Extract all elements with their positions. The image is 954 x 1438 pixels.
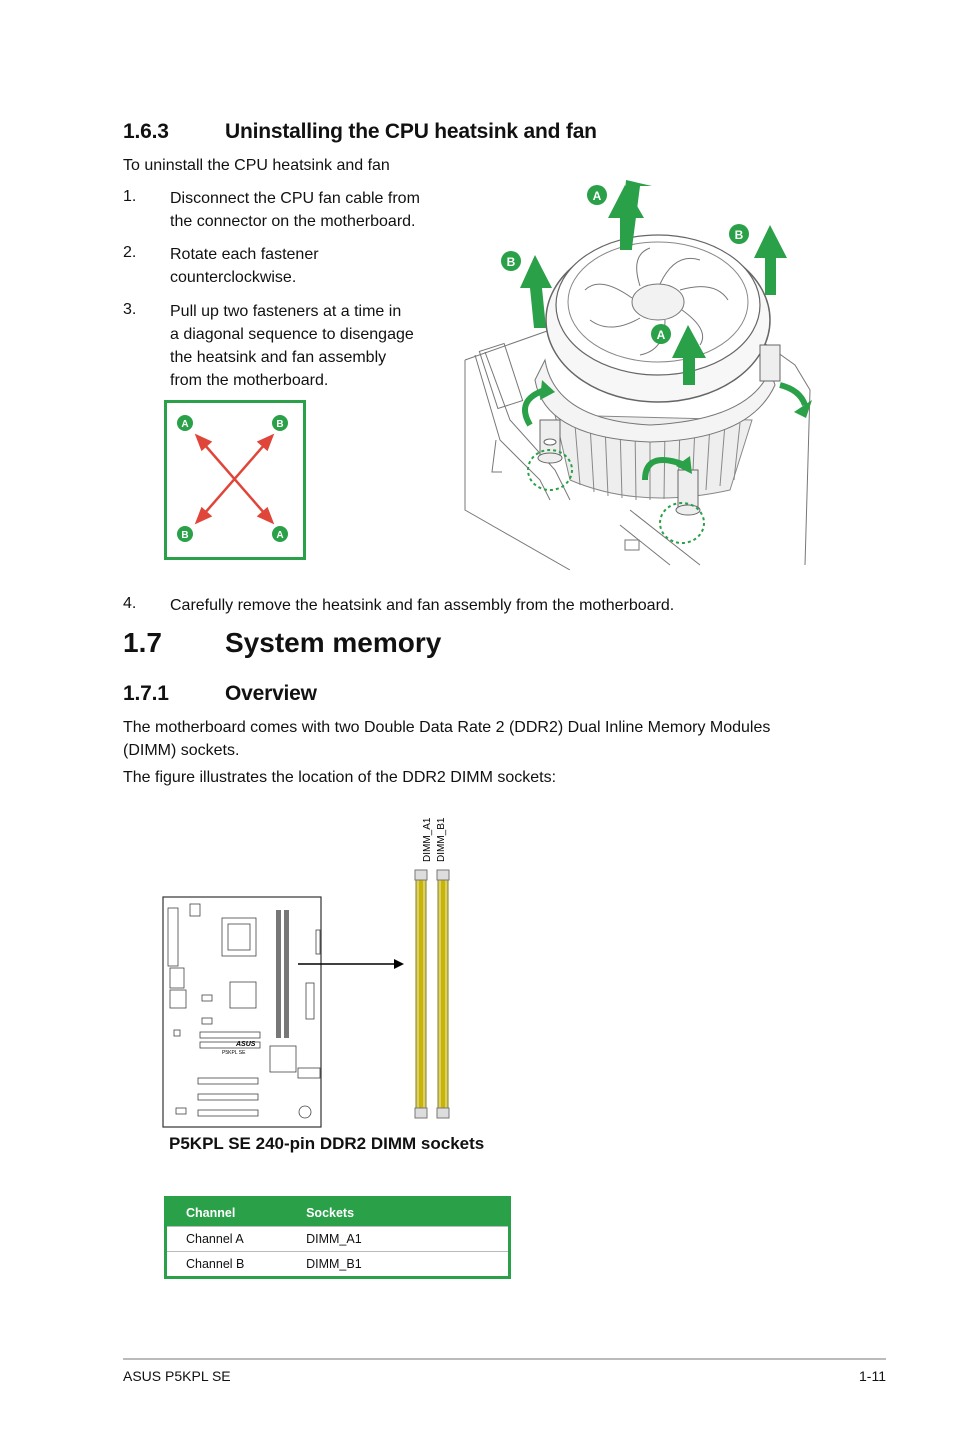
label-b-top-right: B (276, 419, 284, 430)
step-line: a diagonal sequence to disengage (170, 326, 414, 343)
board-dimm-slot-b1 (284, 910, 289, 1038)
motherboard-layout-figure (160, 800, 480, 1130)
motherboard-board (163, 897, 321, 1127)
step-line: the heatsink and fan assembly (170, 349, 387, 366)
paragraph-line: (DIMM) sockets. (123, 742, 240, 759)
step-line: Pull up two fasteners at a time in (170, 303, 402, 320)
figure-intro-text: The figure illustrates the location of the DDR2 DIMM sockets: (123, 769, 557, 786)
lift-label-a-top: A (592, 189, 602, 203)
table-cell: Channel A (167, 1227, 287, 1252)
footer-left: ASUS P5KPL SE (123, 1368, 231, 1384)
diagonal-sequence-diagram (164, 400, 306, 560)
lift-label-b-right: B (734, 228, 744, 242)
heatsink-fan-illustration (460, 180, 820, 570)
channel-table (164, 1196, 511, 1279)
table-cell: DIMM_B1 (287, 1252, 508, 1277)
step-line: Carefully remove the heatsink and fan assembly from the motherboard. (170, 597, 675, 614)
table-header-cell: Sockets (287, 1199, 508, 1227)
dimm-socket-a1 (415, 870, 427, 1118)
table-header-cell: Channel (167, 1199, 287, 1227)
section-1-7-heading (123, 627, 441, 659)
step-line: counterclockwise. (170, 269, 297, 286)
label-a-top-left: A (181, 419, 189, 430)
section-title: Uninstalling the CPU heatsink and fan (225, 120, 597, 143)
section-number: 1.6.3 (123, 120, 169, 143)
step-line: from the motherboard. (170, 372, 329, 389)
lift-label-b-left: B (506, 255, 516, 269)
step-line: the connector on the motherboard. (170, 213, 416, 230)
step-line: Disconnect the CPU fan cable from (170, 190, 420, 207)
dimm-label-b1: DIMM_B1 (436, 817, 447, 862)
table-header-row (167, 1199, 508, 1227)
step-number: 3. (123, 301, 137, 318)
label-a-bottom-right: A (276, 530, 284, 541)
table-row (167, 1227, 508, 1252)
dimm-socket-b1 (437, 870, 449, 1118)
footer-page-number: 1-11 (859, 1368, 886, 1384)
dimm-label-a1: DIMM_A1 (422, 817, 433, 862)
step-line: Rotate each fastener (170, 246, 319, 263)
table-cell: DIMM_A1 (287, 1227, 508, 1252)
section-number: 1.7 (123, 627, 162, 658)
table-cell: Channel B (167, 1252, 287, 1277)
paragraph-line: The motherboard comes with two Double Data Rate 2 (DDR2) Dual Inline Memory Modules (123, 719, 771, 736)
section-number: 1.7.1 (123, 682, 169, 705)
lift-label-a-center: A (656, 328, 666, 342)
pointer-arrowhead (394, 959, 404, 969)
section-title: System memory (225, 627, 442, 658)
intro-text: To uninstall the CPU heatsink and fan (123, 157, 390, 174)
section-1-7-1-heading (123, 682, 317, 706)
table-row (167, 1252, 508, 1277)
board-logo: ASUS (236, 1041, 256, 1048)
footer-divider (123, 1358, 886, 1360)
step-number: 4. (123, 595, 137, 612)
step-number: 2. (123, 244, 137, 261)
section-1-6-3-heading (123, 120, 597, 144)
section-title: Overview (225, 682, 317, 705)
board-name: P5KPL SE (222, 1050, 246, 1056)
label-b-bottom-left: B (181, 530, 189, 541)
figure-caption: P5KPL SE 240-pin DDR2 DIMM sockets (169, 1134, 485, 1153)
overview-paragraph (123, 716, 770, 762)
step-number: 1. (123, 188, 137, 205)
board-dimm-slot-a1 (276, 910, 281, 1038)
